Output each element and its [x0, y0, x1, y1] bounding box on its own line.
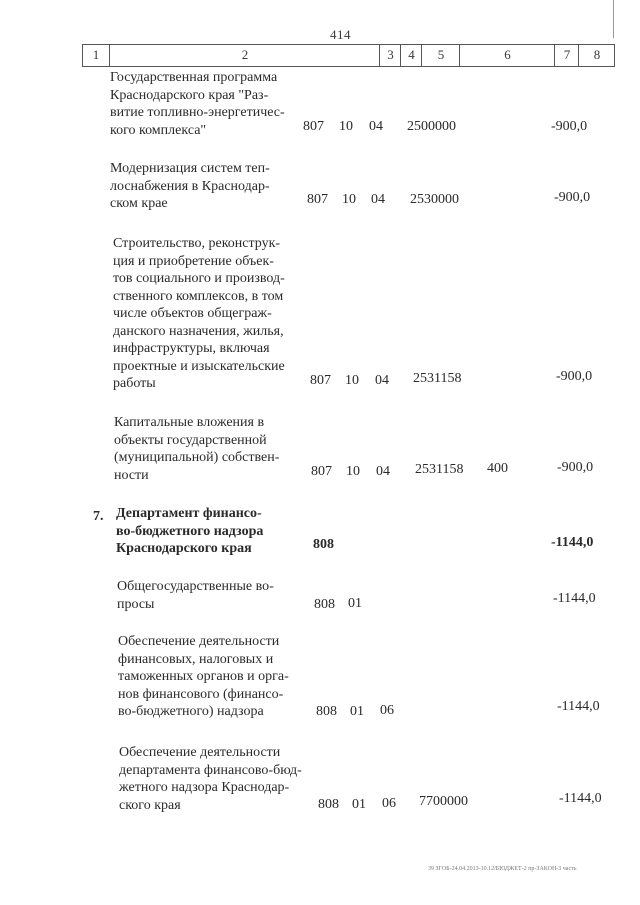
- row-podrazdel: 06: [380, 703, 394, 718]
- header-col-4: 4: [400, 45, 422, 66]
- row-podrazdel: 04: [369, 119, 383, 134]
- row-name: Общегосударственные во- просы: [117, 579, 274, 612]
- row-celevaya: 2500000: [407, 119, 456, 134]
- row-name: Государственная программа Краснодарского края "Раз- витие топливно-энергетичес- кого комплекса": [110, 70, 285, 138]
- row-celevaya: 2531158: [413, 371, 462, 386]
- row-summa: -1144,0: [553, 591, 596, 606]
- row-name: Капитальные вложения в объекты государственной (муниципальной) собствен- ности: [114, 415, 280, 483]
- row-podrazdel: 06: [382, 796, 396, 811]
- row-vid: 400: [487, 461, 508, 476]
- row-name: Строительство, реконструк- ция и приобретение объек- тов социального и производ- ственного комплексов, в том числе объектов общеграж- данского назначения, жилья, инфраструктуры, включая проектные и изыскательские работы: [113, 236, 285, 391]
- row-podrazdel: 04: [371, 192, 385, 207]
- footer-document-code: 39 ЗГОБ-24.04.2013-10.12/БЮДЖЕТ-2 пр-ЗАКОН-3 часть: [428, 866, 577, 872]
- header-col-7: 7: [554, 45, 579, 66]
- row-vedomstvo: 808: [318, 797, 339, 812]
- header-col-1: 1: [92, 47, 100, 62]
- row-celevaya: 2530000: [410, 192, 459, 207]
- margin-mark: [613, 0, 614, 38]
- header-col-3: 3: [379, 45, 401, 66]
- row-summa: -900,0: [557, 460, 594, 475]
- row-razdel: 10: [345, 373, 359, 388]
- section-number: 7.: [93, 509, 104, 524]
- row-name: Обеспечение деятельности департамента финансово-бюд- жетного надзора Краснодар- ского края: [119, 745, 302, 813]
- row-vedomstvo: 807: [303, 119, 324, 134]
- row-summa: -900,0: [556, 369, 593, 384]
- row-summa: -900,0: [554, 190, 591, 205]
- row-razdel: 01: [352, 797, 366, 812]
- row-razdel: 01: [348, 596, 362, 611]
- row-vedomstvo: 807: [307, 192, 328, 207]
- row-name: Департамент финансо- во-бюджетного надзора Краснодарского края: [116, 506, 264, 556]
- row-vedomstvo: 808: [314, 597, 335, 612]
- row-summa: -900,0: [551, 119, 588, 134]
- row-podrazdel: 04: [376, 464, 390, 479]
- row-celevaya: 7700000: [419, 794, 468, 809]
- row-vedomstvo: 807: [311, 464, 332, 479]
- row-razdel: 10: [339, 119, 353, 134]
- table-header: [82, 44, 615, 67]
- header-col-6: 6: [459, 45, 555, 66]
- header-col-2: 2: [109, 45, 380, 66]
- row-name: Обеспечение деятельности финансовых, налоговых и таможенных органов и орга- нов финансового (финансо- во-бюджетного) надзора: [118, 634, 289, 719]
- row-celevaya: 2531158: [415, 462, 464, 477]
- row-razdel: 10: [342, 192, 356, 207]
- row-razdel: 01: [350, 704, 364, 719]
- row-razdel: 10: [346, 464, 360, 479]
- header-col-8: 8: [578, 45, 615, 66]
- row-vedomstvo: 808: [316, 704, 337, 719]
- row-summa: -1144,0: [559, 791, 602, 806]
- header-col-5: 5: [421, 45, 460, 66]
- row-podrazdel: 04: [375, 373, 389, 388]
- page-number: 414: [330, 27, 351, 42]
- row-name: Модернизация систем теп- лоснабжения в Краснодар- ском крае: [110, 161, 270, 211]
- row-vedomstvo: 808: [313, 537, 334, 552]
- row-vedomstvo: 807: [310, 373, 331, 388]
- row-summa: -1144,0: [551, 535, 594, 550]
- row-summa: -1144,0: [557, 699, 600, 714]
